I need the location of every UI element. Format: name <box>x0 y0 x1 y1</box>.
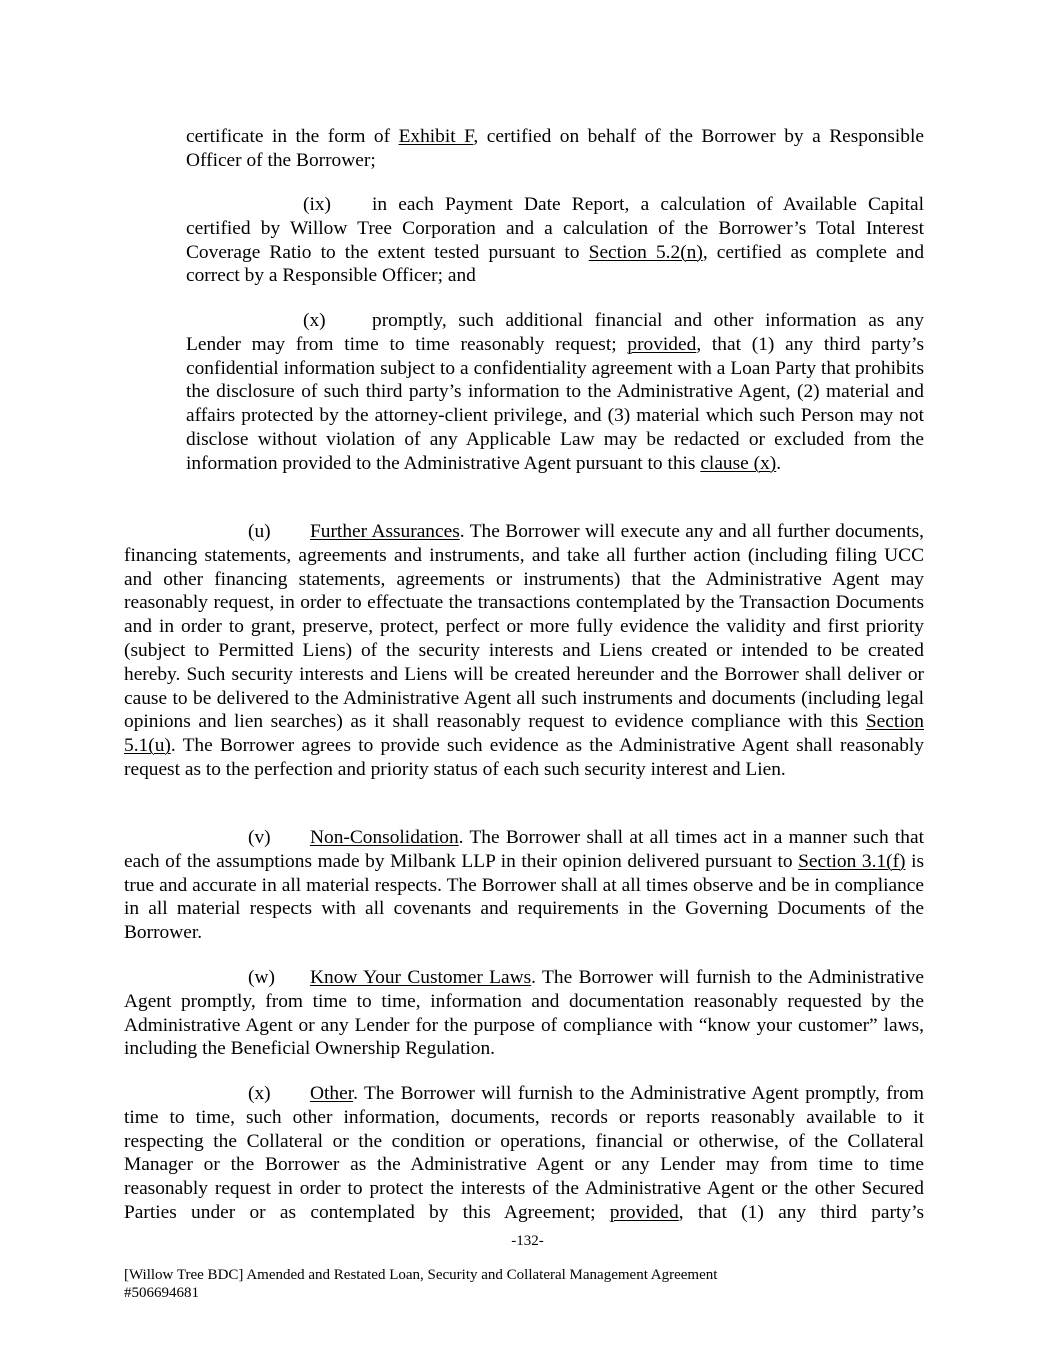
clause-x-paragraph <box>186 309 924 476</box>
footer-doc-id: #506694681 <box>124 1284 199 1301</box>
paragraph-text: , that (1) any third party’s confidential information subject to a confidentiality agreement with a Loan Party that prohibits the disclosure of such third party’s information to the Administrative Agent, (2) material and affairs protected by the attorney-client privilege, and (3) material which such Person may not disclose without violation of any Applicable Law may be redacted or excluded from the information provided to the Administrative Agent pursuant to this <box>186 333 924 474</box>
paragraph-text: . The Borrower agrees to provide such evidence as the Administrative Agent shall reasonably request as to the perfection and priority status of each such security interest and Lien. <box>124 735 924 780</box>
section-heading: Non-Consolidation <box>310 827 459 848</box>
paragraph-text: , that (1) any third party’s <box>678 1201 925 1223</box>
provided-term: provided <box>609 1201 679 1223</box>
section-x-paragraph <box>124 1082 924 1225</box>
section-u-paragraph <box>124 520 924 782</box>
section-marker: (u) <box>248 521 271 542</box>
paragraph-text: , certified on behalf of the Borrower by a Responsible Officer of the Borrower; <box>186 126 924 171</box>
paragraph-text: . <box>776 452 782 474</box>
clause-ix-paragraph <box>186 193 924 288</box>
paragraph-text: promptly, such additional financial and other information as any Lender may from time to time reasonably request; <box>186 310 924 355</box>
footer-title: [Willow Tree BDC] Amended and Restated Loan, Security and Collateral Management Agreement <box>124 1267 718 1283</box>
section-heading: Further Assurances <box>310 521 460 542</box>
section-reference: Section 5.1(u) <box>124 711 924 757</box>
section-reference: Section 5.2(n) <box>588 241 703 263</box>
paragraph-text: is true and accurate in all material respects. The Borrower shall at all times observe and be in compliance in all material respects with all covenants and requirements in the Governing Documents of the Borrower. <box>124 850 925 944</box>
page-number: -132- <box>511 1233 544 1249</box>
document-footer <box>124 1267 924 1302</box>
paragraph-continuation <box>186 125 924 173</box>
clause-reference: clause (x) <box>700 452 777 474</box>
paragraph-text: . The Borrower will execute any and all further documents, financing statements, agreements and instruments, and take all further action (including filing UCC and other financing statements, agreements or instruments) that the Administrative Agent may reasonably request, in order to effectuate the transactions contemplated by the Transaction Documents and in order to grant, preserve, protect, perfect or more fully evidence the validity and first priority (subject to Permitted Liens) of the security interests and Liens created or intended to be created hereby. Such security interests and Liens will be created hereunder and the Borrower shall deliver or cause to be delivered to the Administrative Agent all such instruments and documents (including legal opinions and lien searches) as it shall reasonably request to evidence compliance with this <box>124 521 925 733</box>
section-heading: Know Your Customer Laws <box>310 967 532 988</box>
paragraph-text: . The Borrower shall at all times act in a manner such that each of the assumptions made by Milbank LLP in their opinion delivered pursuant to <box>124 827 924 872</box>
provided-term: provided <box>627 333 697 355</box>
section-marker: (w) <box>248 967 275 988</box>
paragraph-text: . The Borrower will furnish to the Administrative Agent promptly, from time to time, such other information, documents, records or reports reasonably available to it respecting the Collateral or the condition or operations, financial or otherwise, of the Collateral Manager or the Borrower as the Administrative Agent or any Lender may from time to time reasonably request in order to protect the interests of the Administrative Agent or the other Secured Parties under or as contemplated by this Agreement; <box>124 1083 924 1223</box>
paragraph-text: certificate in the form of <box>186 126 399 147</box>
section-reference: Section 3.1(f) <box>798 850 906 872</box>
section-heading: Other <box>310 1083 354 1104</box>
clause-marker: (ix) <box>303 194 331 215</box>
clause-marker: (x) <box>303 310 326 331</box>
section-v-paragraph <box>124 826 924 945</box>
paragraph-text: in each Payment Date Report, a calculation of Available Capital certified by Willow Tree Corporation and a calculation of the Borrower’s Total Interest Coverage Ratio to the extent tested pursuant to <box>186 194 924 263</box>
paragraph-text: , certified as complete and correct by a Responsible Officer; and <box>186 241 925 287</box>
paragraph-text: . The Borrower will furnish to the Administrative Agent promptly, from time to time, information and documentation reasonably requested by the Administrative Agent or any Lender for the purpose of compliance with “know your customer” laws, including the Beneficial Ownership Regulation. <box>124 967 924 1060</box>
section-marker: (v) <box>248 827 271 848</box>
exhibit-f-reference: Exhibit F <box>398 126 474 147</box>
section-marker: (x) <box>248 1083 271 1104</box>
section-w-paragraph <box>124 966 924 1061</box>
